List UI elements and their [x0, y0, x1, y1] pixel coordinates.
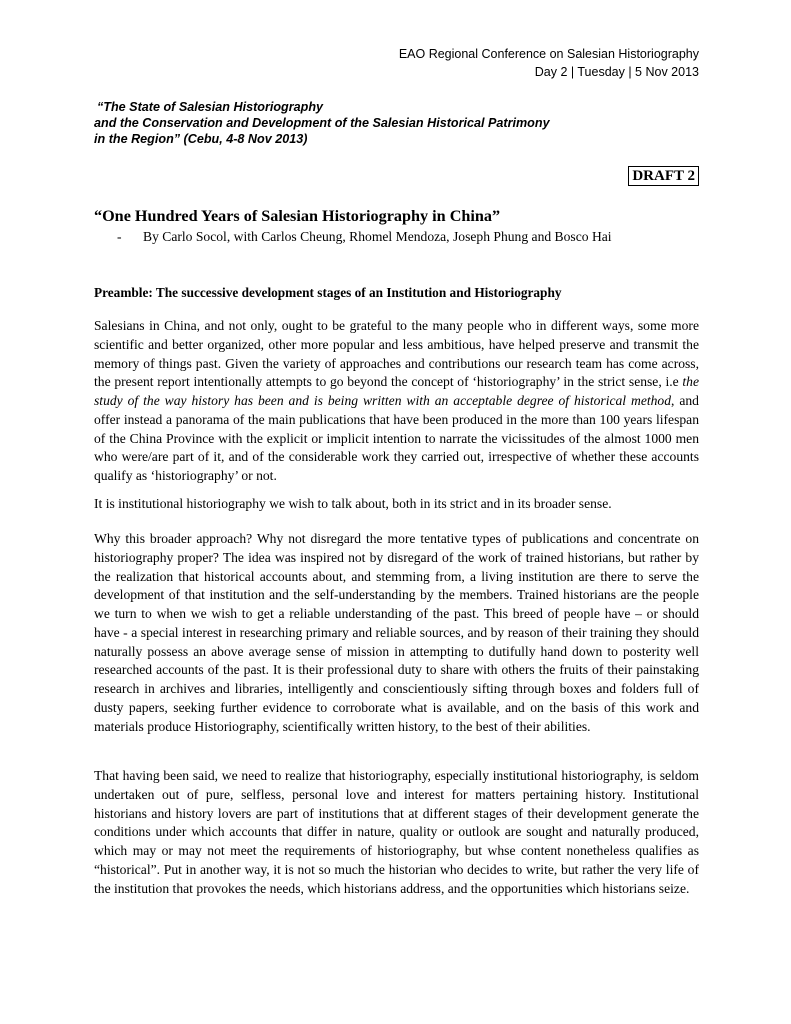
paragraph-3: Why this broader approach? Why not disregard the more tentative types of publications and concentrate on historiography proper? The idea was inspired not by disregard of the work of trained historians, but rather by the realization that historical accounts about, and stemming from, a living institution are there to serve the development of that institution and the self-understanding by the members. Trained historians are the people we turn to when we wish to get a reliable understanding of the past. This breed of people have – or should have - a special interest in researching primary and reliable sources, and by reason of their training they should naturally possess an above average sense of mission in attempting to dutifully hand down to posterity well researched accounts of the past. It is their professional duty to share with others the fruits of their painstaking research in archives and libraries, intelligently and conscientiously sifting through boxes and folders full of dusty papers, seeking further evidence to corroborate what is available, and on the basis of this work and materials produce Historiography, scientifically written history, to the best of their abilities.: [94, 531, 699, 734]
conference-title-line-3: in the Region” (Cebu, 4-8 Nov 2013): [94, 132, 308, 146]
conference-title-line-2: and the Conservation and Development of the Salesian Historical Patrimony: [94, 116, 550, 130]
byline-authors: By Carlo Socol, with Carlos Cheung, Rhomel Mendoza, Joseph Phung and Bosco Hai: [143, 229, 612, 244]
byline-dash: -: [117, 229, 122, 244]
conference-title-line-1: “The State of Salesian Historiography: [97, 100, 324, 114]
paragraph-1-text-a: Salesians in China, and not only, ought to be grateful to the many people who in different ways, some more scientific and better organized, other more popular and less ambitious, have helped preserve and transmit the memory of things past. Given the variety of approaches and contributions our research team has come across, the present report intentionally attempts to go beyond the concept of ‘historiography’ in the strict sense, i.e: [94, 318, 699, 390]
running-header-conference: EAO Regional Conference on Salesian Historiography: [398, 47, 699, 61]
byline: [117, 229, 612, 245]
paragraph-4: That having been said, we need to realize that historiography, especially institutional historiography, is seldom undertaken out of pure, selfless, personal love and interest for matters pertaining history. Institutional historians and history lovers are part of institutions that at different stages of their development generate the conditions under which accounts that differ in nature, quality or outlook are sought and naturally produced, which may or may not meet the requirements of historiography, but whse content nonetheless qualifies as “historical”. Put in another way, it is not so much the historian who decides to write, but rather the very life of the institution that provokes the needs, which historians address, and the opportunities which historians seize.: [94, 768, 699, 896]
paragraph-1-italic: the study of the way history has been and is being written with an acceptable degree of historical method: [94, 374, 699, 408]
running-header-date: Day 2 | Tuesday | 5 Nov 2013: [534, 65, 699, 79]
paragraph-2: It is institutional historiography we wish to talk about, both in its strict and in its broader sense.: [94, 496, 612, 511]
paper-title: “One Hundred Years of Salesian Historiography in China”: [94, 207, 501, 225]
paragraph-1-text-b: , and offer instead a panorama of the main publications that have been produced in the more than 100 years lifespan of the China Province with the explicit or implicit intention to narrate the vicissitudes of the almost 1000 men who were/are part of it, and of the considerable work they carried out, irrespective of whether these accounts qualify as ‘historiography’ or not.: [94, 393, 699, 483]
paragraph-1: [94, 317, 699, 486]
preamble-heading: Preamble: The successive development stages of an Institution and Historiography: [94, 285, 562, 300]
draft-label: DRAFT 2: [628, 166, 699, 186]
